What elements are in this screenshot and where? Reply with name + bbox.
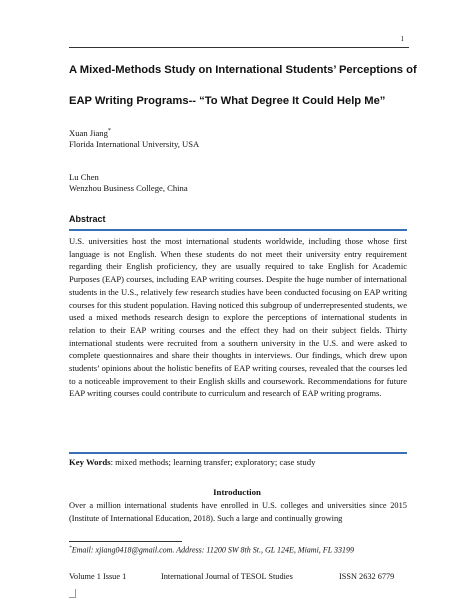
crop-mark [69,589,76,598]
author-1-affiliation: Florida International University, USA [69,138,200,149]
abstract-text: U.S. universities host the most international students worldwide, including those whose first language is not English. When these students do not meet their university entry requirement regarding their English proficiency, they are usually required to take English for Academic Purposes (EAP) courses, including EAP writing courses. Despite the huge number of international students in the U.S., relatively few research studies have been conducted focusing on EAP writing courses for this student population. Having noticed this subgroup of underrepresented students, we used a mixed methods research design to explore the perceptions of international students in relation to their EAP writing courses and the effect they had on their subject fields. Thirty international students were recruited from a southern university in the U.S. and were asked to complete questionnaires and share their thoughts in interviews. Our findings, which drew upon students’ opinions about the holistic benefits of EAP writing courses, revealed that the courses led to a noticeable improvement to their English skills and coursework. Recommendations for future EAP writing courses could contribute to curriculum and research of EAP writing programs. [69,236,407,399]
author-1 [69,126,199,150]
author-2-affiliation: Wenzhou Business College, China [69,183,188,193]
author-2 [69,172,188,194]
footnote [69,545,414,555]
footnote-rule [69,541,182,542]
keywords [69,457,407,467]
keywords-text: : mixed methods; learning transfer; exploratory; case study [110,457,316,467]
introduction-heading: Introduction [213,487,261,497]
abstract-bottom-rule [69,452,407,454]
author-1-name: Xuan Jiang [69,127,108,138]
header-rule [69,47,409,48]
footnote-mark: * [69,545,72,551]
abstract-top-rule [69,229,407,231]
paper-title-line-2: EAP Writing Programs-- “To What Degree It Could Help Me” [69,95,386,107]
introduction-text: Over a million international students have enrolled in U.S. colleges and universities since 2015 (Institute of International Education, 2018). Such a large and continually growing [69,501,407,523]
keywords-label: Key Words [69,457,111,467]
footer-issn: ISSN 2632 6779 [339,572,395,581]
paper-title-line-1: A Mixed-Methods Study on International Students’ Perceptions of [69,64,417,76]
footer-journal: International Journal of TESOL Studies [161,572,293,581]
page-number: 1 [400,35,404,43]
abstract-heading: Abstract [69,214,106,224]
author-2-name: Lu Chen [69,172,99,182]
footer-volume: Volume 1 Issue 1 [69,572,127,581]
footnote-text: Email: xjiang0418@gmail.com. Address: 11200 SW 8th St., GL 124E, Miami, FL 33199 [71,545,354,555]
author-1-mark: * [107,128,111,134]
